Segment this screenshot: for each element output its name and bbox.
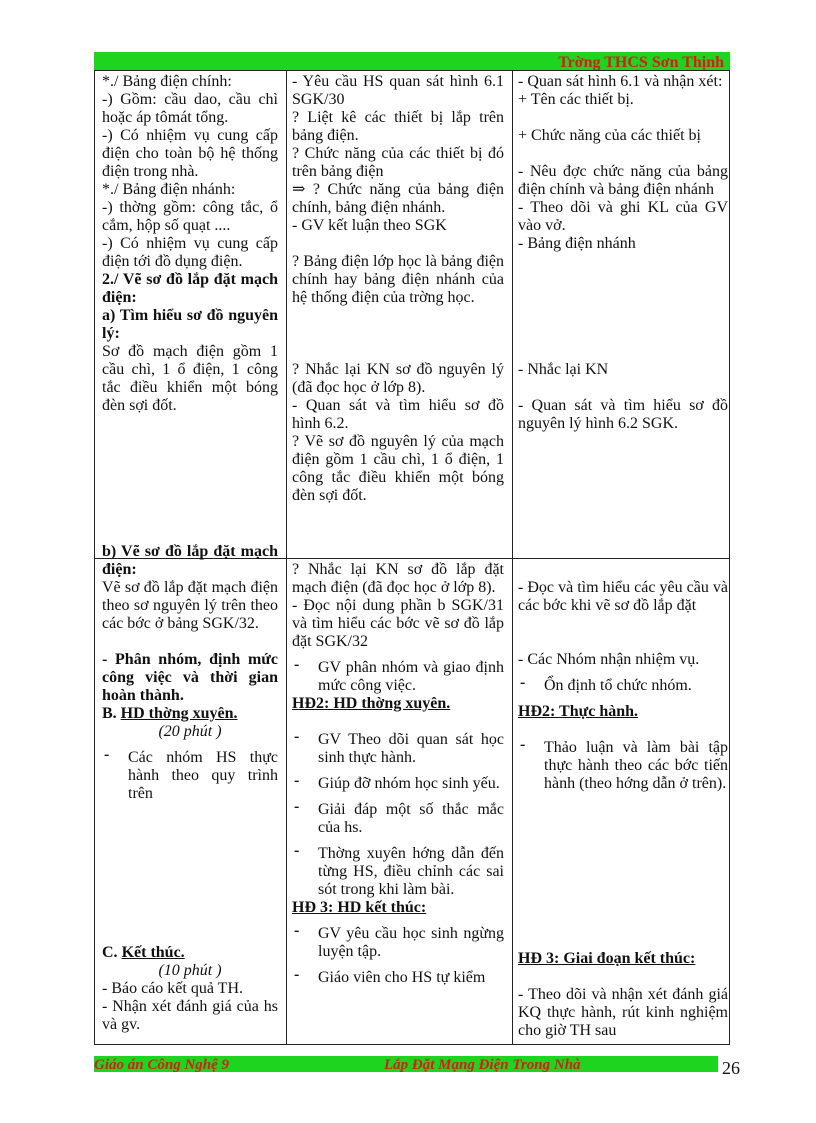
section-c-time: (10 phút ) (158, 962, 222, 979)
teacher-line: ? Liệt kê các thiết bị lắp trên bảng điện. (292, 109, 504, 144)
student-line: - Nêu đợc chức năng của bảng điện chính và bảng điện nhánh (518, 163, 728, 198)
student-line: - Bảng điện nhánh (518, 235, 636, 252)
teacher-line: - Đọc nội dung phần b SGK/31 và tìm hiểu các bớc vẽ sơ đồ lắp đặt SGK/32 (292, 597, 504, 650)
teacher-line: - GV kết luận theo SGK (292, 217, 447, 234)
section-b-title: HD thờng xuyên. (120, 705, 238, 722)
section-2b-text: Vẽ sơ đồ lắp đặt mạch điện theo sơ nguyên lý trên theo các bớc ở bảng SGK/32. (102, 579, 278, 632)
teacher-line: - Yêu cầu HS quan sát hình 6.1 SGK/30 (292, 73, 504, 108)
teacher-bullet: - Giải đáp một số thắc mắc của hs. (292, 801, 504, 837)
section-2b-title: b) Vẽ sơ đồ lắp đặt mạch điện: (102, 543, 278, 578)
student-line: - Các Nhóm nhận nhiệm vụ. (518, 651, 700, 668)
activity-3-heading: HĐ 3: HD kết thúc: (292, 899, 427, 916)
section-2a-title: a) Tìm hiểu sơ đồ nguyên lý: (102, 307, 278, 342)
section-2a-text: Sơ đồ mạch điện gồm 1 cầu chì, 1 ổ điện, 1 công tắc điều khiển một bóng đèn sợi đốt. (102, 343, 278, 414)
branch-panel-title: *./ Bảng điện nhánh: (102, 181, 236, 198)
footer-topic: Lắp Đặt Mạng Điện Trong Nhà (384, 1057, 581, 1072)
footer-bar (94, 1056, 718, 1072)
main-panel-line: -) Gồm: cầu dao, cầu chì hoặc áp tômát tổng. (102, 91, 278, 126)
group-title: - Phân nhóm, định mức công việc và thời gian hoàn thành. (102, 651, 278, 704)
teacher-bullet: - GV phân nhóm và giao định mức công việc. (292, 659, 504, 695)
activity-2-heading: HĐ2: HD thờng xuyên. (292, 695, 451, 712)
student-bullet: - Thảo luận và làm bài tập thực hành theo các bớc tiến hành (theo hớng dẫn ở trên). (518, 739, 728, 793)
main-panel-line: -) Có nhiệm vụ cung cấp điện cho toàn bộ hệ thống điện trong nhà. (102, 127, 278, 180)
teacher-line: ? Vẽ sơ đồ nguyên lý của mạch điện gồm 1 cầu chì, 1 ổ điện, 1 công tắc điều khiển một bóng đèn sợi đốt. (292, 433, 504, 504)
section-b-bullet: - Các nhóm HS thực hành theo quy trình trên (102, 749, 278, 803)
teacher-bullet: - Giáo viên cho HS tự kiểm (292, 969, 504, 987)
teacher-line (292, 181, 504, 217)
school-name: Trờng THCS Sơn Thịnh (558, 54, 724, 71)
student-line: - Theo dõi và ghi KL của GV vào vở. (518, 199, 728, 234)
teacher-bullet: - GV Theo dõi quan sát học sinh thực hành. (292, 731, 504, 767)
col2-upper (292, 73, 504, 557)
student-line: - Quan sát và tìm hiểu sơ đồ nguyên lý hình 6.2 SGK. (518, 397, 728, 432)
teacher-line-text: ? Chức năng của bảng điện chính, bảng điện nhánh. (292, 181, 504, 216)
student-line: + Chức năng của các thiết bị (518, 127, 701, 144)
activity-3-heading: HĐ 3: Giai đoạn kết thúc: (518, 950, 696, 967)
section-c-line: - Nhận xét đánh giá của hs và gv. (102, 998, 278, 1033)
branch-panel-line: -) Có nhiệm vụ cung cấp điện tới đồ dụng điện. (102, 235, 278, 270)
section-c-prefix: C. (102, 944, 122, 961)
section-c-line: - Báo cáo kết quả TH. (102, 980, 243, 997)
section-b-prefix: B. (102, 705, 121, 722)
footer-subject: Giáo án Công Nghệ 9 (94, 1057, 230, 1072)
branch-panel-line: -) thờng gồm: công tắc, ổ cắm, hộp số quạt .... (102, 199, 278, 234)
col2-lower (292, 561, 504, 987)
student-line: - Theo dõi và nhận xét đánh giá KQ thực hành, rút kinh nghiệm cho giờ TH sau (518, 986, 728, 1039)
section-c-heading (102, 944, 278, 962)
col3-lower (518, 579, 728, 793)
teacher-line: ? Nhắc lại KN sơ đồ nguyên lý (đã đọc học ở lớp 8). (292, 361, 504, 396)
student-line: + Tên các thiết bị. (518, 91, 634, 108)
implies-icon: ⇒ (292, 181, 306, 198)
teacher-line: ? Nhắc lại KN sơ đồ lắp đặt mạch điện (đã đọc học ở lớp 8). (292, 561, 504, 596)
col3-upper (518, 73, 728, 557)
page-number: 26 (722, 1058, 740, 1078)
col3-end (518, 950, 728, 1040)
student-line: - Quan sát hình 6.1 và nhận xét: (518, 73, 723, 90)
col1-end (102, 944, 278, 1034)
main-panel-title: *./ Bảng điện chính: (102, 73, 232, 90)
section-b-heading (102, 705, 278, 723)
student-line: - Đọc và tìm hiểu các yêu cầu và các bớc khi vẽ sơ đồ lắp đặt (518, 579, 728, 614)
section-b-time: (20 phút ) (158, 723, 222, 740)
student-bullet: - Ổn định tổ chức nhóm. (518, 677, 728, 695)
teacher-line: ? Bảng điện lớp học là bảng điện chính hay bảng điện nhánh của hệ thống điện của trờng học. (292, 253, 504, 306)
header-bar (94, 52, 730, 70)
section-2-title: 2./ Vẽ sơ đồ lắp đặt mạch điện: (102, 271, 278, 306)
col1-lower (102, 543, 278, 803)
teacher-bullet: - Thờng xuyên hớng dẫn đến từng HS, điều chỉnh các sai sót trong khi làm bài. (292, 845, 504, 899)
teacher-bullet: - Giúp đỡ nhóm học sinh yếu. (292, 775, 504, 793)
activity-2-heading: HĐ2: Thực hành. (518, 703, 639, 720)
teacher-bullet: - GV yêu cầu học sinh ngừng luyện tập. (292, 925, 504, 961)
col1-upper (102, 73, 278, 557)
teacher-line: - Quan sát và tìm hiểu sơ đồ hình 6.2. (292, 397, 504, 432)
student-line: - Nhắc lại KN (518, 361, 609, 378)
section-c-title: Kết thúc. (121, 944, 185, 961)
teacher-line: ? Chức năng của các thiết bị đó trên bảng điện (292, 145, 504, 180)
